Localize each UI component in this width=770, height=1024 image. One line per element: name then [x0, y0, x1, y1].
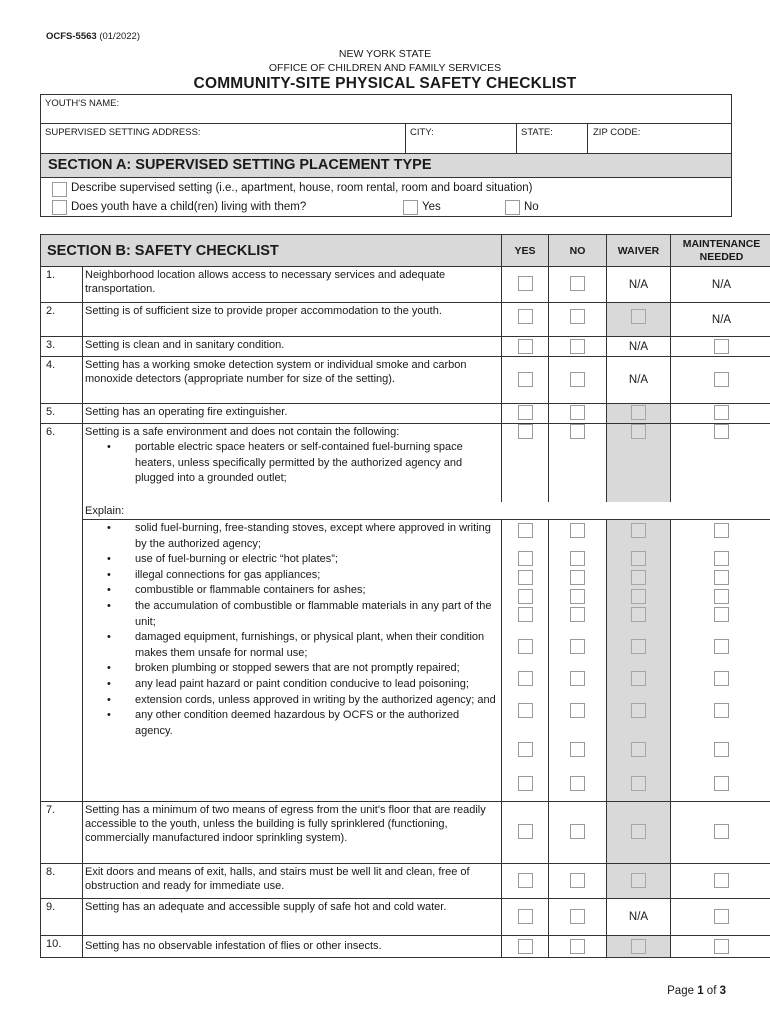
maintenance-checkbox[interactable] [714, 742, 729, 757]
explain-row [41, 502, 770, 520]
no-checkbox[interactable] [570, 939, 585, 954]
city-label: CITY: [410, 127, 434, 138]
child-question-label: Does youth have a child(ren) living with them? [71, 201, 307, 213]
list-item: • combustible or flammable containers for ashes; [107, 583, 498, 599]
state-field[interactable] [516, 123, 588, 154]
item-text: Setting has a working smoke detection system or individual smoke and carbon monoxide detectors (appropriate number for size of the setting). [83, 357, 502, 404]
yes-checkbox[interactable] [518, 742, 533, 757]
na-text: N/A [711, 313, 732, 326]
yes-checkbox[interactable] [518, 703, 533, 718]
item-number: 10. [41, 936, 83, 958]
waiver-checkbox[interactable] [631, 639, 646, 654]
item-number: 2. [41, 303, 83, 337]
yes-checkbox[interactable] [518, 372, 533, 387]
waiver-checkbox[interactable] [631, 589, 646, 604]
no-checkbox[interactable] [570, 703, 585, 718]
maintenance-checkbox[interactable] [714, 873, 729, 888]
item-number: 8. [41, 864, 83, 899]
na-text: N/A [628, 340, 649, 353]
no-checkbox[interactable] [570, 523, 585, 538]
na-text: N/A [711, 278, 732, 291]
maintenance-checkbox[interactable] [714, 424, 729, 439]
yes-checkbox[interactable] [518, 309, 533, 324]
item-text: Exit doors and means of exit, halls, and stairs must be well lit and clean, free of obstruction and ready for immediate use. [83, 864, 502, 899]
item-text: Setting is of sufficient size to provide proper accommodation to the youth. [83, 303, 502, 337]
describe-label: Describe supervised setting (i.e., apartment, house, room rental, room and board situation) [71, 182, 533, 194]
page-title: COMMUNITY-SITE PHYSICAL SAFETY CHECKLIST [193, 75, 577, 92]
section-a-title: SECTION A: SUPERVISED SETTING PLACEMENT TYPE [48, 157, 432, 173]
maintenance-checkbox[interactable] [714, 671, 729, 686]
item-text: Setting is clean and in sanitary condition. [83, 337, 502, 357]
table-header-row [41, 235, 770, 267]
address-label: SUPERVISED SETTING ADDRESS: [45, 127, 201, 138]
maintenance-checkbox[interactable] [714, 607, 729, 622]
table-row [41, 337, 770, 357]
item-text: Setting has a minimum of two means of egress from the unit's floor that are readily accessible to the youth, unless the building is fully sprinklered (functioning, commercially manufactured indoor sprinkling system). [83, 802, 502, 864]
hazard-list [85, 521, 498, 739]
col-no-header: NO [549, 235, 607, 267]
form-number: OCFS-5563 (01/2022) [46, 31, 140, 42]
waiver-checkbox[interactable] [631, 523, 646, 538]
no-checkbox[interactable] [570, 824, 585, 839]
item-text: Setting is a safe environment and does not contain the following: [85, 426, 400, 438]
no-checkbox[interactable] [570, 776, 585, 791]
zip-label: ZIP CODE: [593, 127, 641, 138]
table-row [41, 303, 770, 337]
yes-checkbox[interactable] [518, 405, 533, 420]
yes-checkbox[interactable] [518, 824, 533, 839]
list-item: • broken plumbing or stopped sewers that are not promptly repaired; [107, 661, 498, 677]
maintenance-checkbox[interactable] [714, 551, 729, 566]
no-checkbox[interactable] [570, 639, 585, 654]
agency-name: OFFICE OF CHILDREN AND FAMILY SERVICES [268, 62, 502, 74]
table-row [41, 404, 770, 424]
yes-checkbox[interactable] [518, 909, 533, 924]
no-checkbox[interactable] [570, 372, 585, 387]
no-checkbox[interactable] [570, 873, 585, 888]
maintenance-checkbox[interactable] [714, 776, 729, 791]
maintenance-checkbox[interactable] [714, 703, 729, 718]
maintenance-checkbox[interactable] [714, 339, 729, 354]
item-text: Setting has an adequate and accessible supply of safe hot and cold water. [83, 899, 502, 936]
yes-checkbox[interactable] [518, 570, 533, 585]
safety-checklist-table [40, 234, 770, 958]
zip-field[interactable] [587, 123, 732, 154]
maintenance-checkbox[interactable] [714, 570, 729, 585]
yes-checkbox[interactable] [518, 607, 533, 622]
list-item: • extension cords, unless approved in writing by the authorized agency; and [107, 693, 498, 709]
state-name: NEW YORK STATE [338, 48, 432, 60]
item-text: Setting has an operating fire extinguisher. [83, 404, 502, 424]
child-yes-checkbox[interactable] [403, 200, 418, 215]
list-item: • any other condition deemed hazardous by OCFS or the authorized agency. [107, 708, 498, 739]
state-label: STATE: [521, 127, 553, 138]
maintenance-checkbox[interactable] [714, 639, 729, 654]
no-checkbox[interactable] [570, 909, 585, 924]
yes-checkbox[interactable] [518, 939, 533, 954]
table-row [41, 899, 770, 936]
child-no-checkbox[interactable] [505, 200, 520, 215]
table-row [41, 267, 770, 303]
no-checkbox[interactable] [570, 589, 585, 604]
no-checkbox[interactable] [570, 276, 585, 291]
item-text: Neighborhood location allows access to necessary services and adequate transportation. [83, 267, 502, 303]
yes-checkbox[interactable] [518, 551, 533, 566]
item-6-list [85, 440, 498, 487]
list-item: • illegal connections for gas appliances; [107, 568, 498, 584]
list-item: • solid fuel-burning, free-standing stoves, except where approved in writing by the authorized agency; [107, 521, 498, 552]
waiver-checkbox[interactable] [631, 873, 646, 888]
item-number: 3. [41, 337, 83, 357]
na-text: N/A [628, 278, 649, 291]
address-field[interactable] [40, 123, 406, 154]
yes-checkbox[interactable] [518, 589, 533, 604]
maintenance-checkbox[interactable] [714, 372, 729, 387]
section-b-title: SECTION B: SAFETY CHECKLIST [41, 235, 502, 267]
no-checkbox[interactable] [570, 570, 585, 585]
maintenance-checkbox[interactable] [714, 523, 729, 538]
no-checkbox[interactable] [570, 607, 585, 622]
list-item: • use of fuel-burning or electric “hot plates”; [107, 552, 498, 568]
item-number: 4. [41, 357, 83, 404]
col-waiver-header: WAIVER [607, 235, 671, 267]
waiver-checkbox[interactable] [631, 776, 646, 791]
yes-checkbox[interactable] [518, 339, 533, 354]
col-maintenance-header: MAINTENANCE NEEDED [671, 235, 770, 267]
section-a-header [40, 153, 732, 178]
list-item: • damaged equipment, furnishings, or physical plant, when their condition makes them unsafe for normal use; [107, 630, 498, 661]
no-checkbox[interactable] [570, 671, 585, 686]
child-no-label: No [524, 201, 539, 213]
na-text: N/A [628, 911, 649, 923]
waiver-checkbox[interactable] [631, 405, 646, 420]
section-a-body [40, 177, 732, 217]
maintenance-checkbox[interactable] [714, 405, 729, 420]
list-item: • the accumulation of combustible or flammable materials in any part of the unit; [107, 599, 498, 630]
waiver-checkbox[interactable] [631, 570, 646, 585]
yes-checkbox[interactable] [518, 523, 533, 538]
no-checkbox[interactable] [570, 405, 585, 420]
waiver-checkbox[interactable] [631, 309, 646, 324]
page-indicator: Page 1 of 3 [667, 985, 726, 997]
child-yes-label: Yes [422, 201, 441, 213]
list-item: • any lead paint hazard or paint condition conducive to lead poisoning; [107, 677, 498, 693]
waiver-checkbox[interactable] [631, 939, 646, 954]
child-question-field[interactable] [52, 200, 67, 215]
waiver-checkbox[interactable] [631, 671, 646, 686]
item-number: 5. [41, 404, 83, 424]
maintenance-checkbox[interactable] [714, 909, 729, 924]
no-checkbox[interactable] [570, 309, 585, 324]
yes-checkbox[interactable] [518, 276, 533, 291]
waiver-checkbox[interactable] [631, 703, 646, 718]
table-row [41, 424, 770, 502]
list-item: • portable electric space heaters or self-contained fuel-burning space heaters, unless specifically permitted by the authorized agency and plugged into a grounded outlet; [107, 440, 498, 487]
table-row [41, 936, 770, 958]
item-number: 9. [41, 899, 83, 936]
yes-checkbox[interactable] [518, 873, 533, 888]
city-field[interactable] [405, 123, 517, 154]
yes-checkbox[interactable] [518, 671, 533, 686]
waiver-checkbox[interactable] [631, 607, 646, 622]
col-yes-header: YES [502, 235, 549, 267]
waiver-checkbox[interactable] [631, 551, 646, 566]
item-number: 6. [41, 424, 83, 502]
item-text: Setting has no observable infestation of flies or other insects. [83, 936, 502, 958]
maintenance-checkbox[interactable] [714, 824, 729, 839]
waiver-checkbox[interactable] [631, 742, 646, 757]
table-row [41, 864, 770, 899]
explain-label: Explain: [83, 502, 770, 520]
na-text: N/A [628, 374, 649, 386]
describe-checkbox[interactable] [52, 182, 67, 197]
yes-checkbox[interactable] [518, 776, 533, 791]
table-row [41, 802, 770, 864]
maintenance-checkbox[interactable] [714, 589, 729, 604]
item-number: 7. [41, 802, 83, 864]
no-checkbox[interactable] [570, 742, 585, 757]
table-row [41, 357, 770, 404]
no-checkbox[interactable] [570, 339, 585, 354]
maintenance-checkbox[interactable] [714, 939, 729, 954]
waiver-checkbox[interactable] [631, 424, 646, 439]
no-checkbox[interactable] [570, 424, 585, 439]
youth-name-label: YOUTH'S NAME: [45, 98, 120, 109]
item-6-bullets-cell [83, 520, 502, 802]
youth-name-field[interactable] [40, 94, 732, 124]
yes-checkbox[interactable] [518, 424, 533, 439]
waiver-checkbox[interactable] [631, 824, 646, 839]
item-6-continuation [41, 520, 770, 802]
item-number: 1. [41, 267, 83, 303]
item-6-cell [83, 424, 502, 502]
no-checkbox[interactable] [570, 551, 585, 566]
yes-checkbox[interactable] [518, 639, 533, 654]
